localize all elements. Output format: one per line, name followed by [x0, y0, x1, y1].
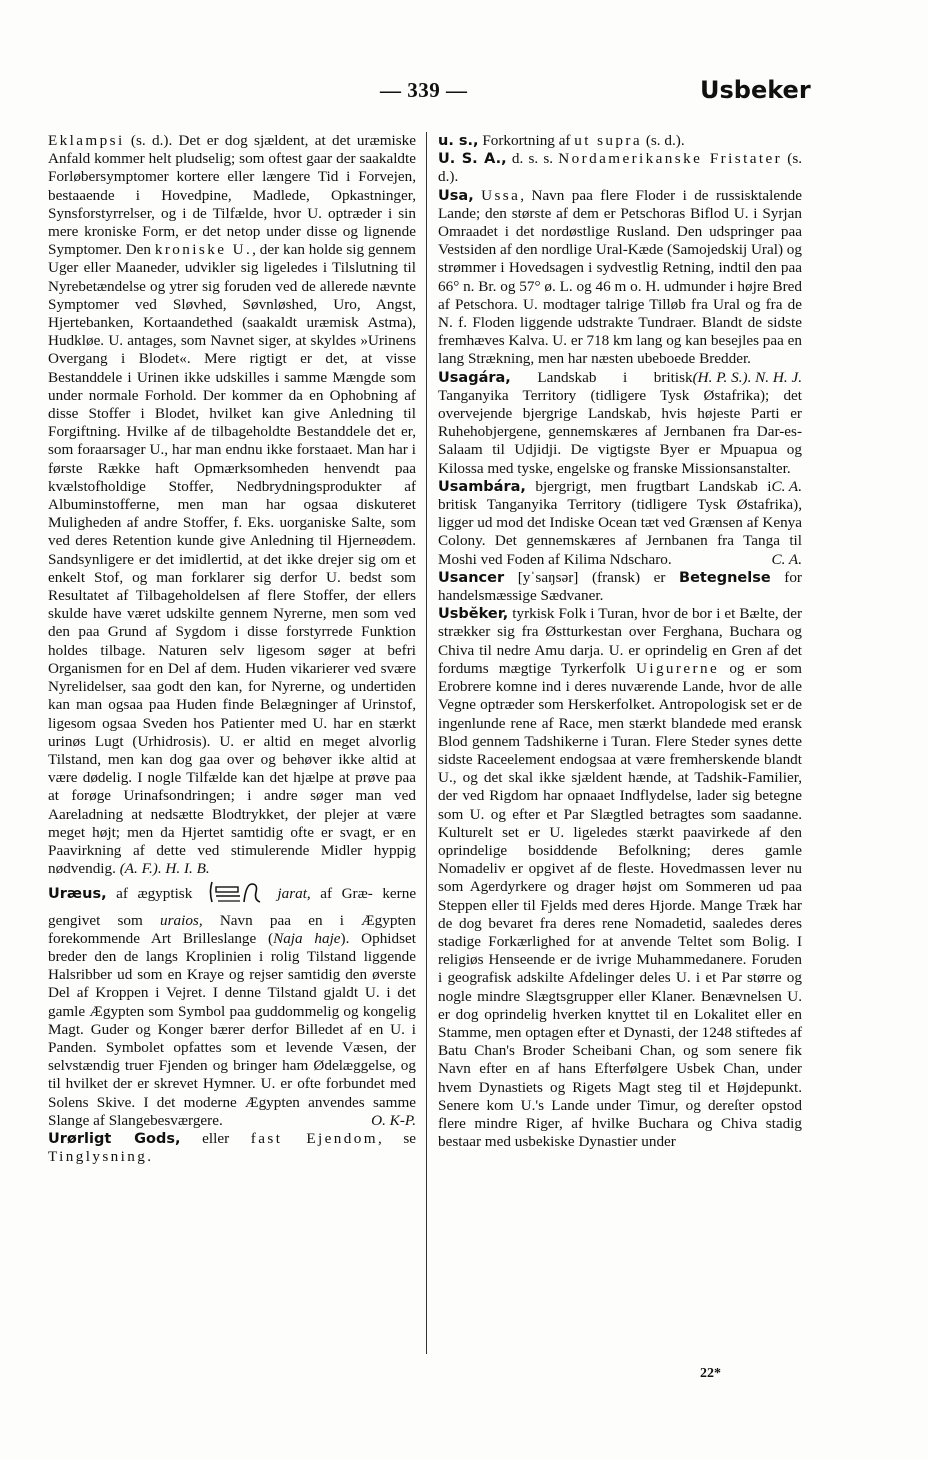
entry-text: , se [377, 1129, 417, 1147]
entry-text: Navn paa en i Ægypten forekommende Art Brilleslange ( [48, 911, 416, 947]
entry-signature: (H. P. S.). N. H. J. [692, 368, 802, 386]
uraeus-hieroglyph-icon [206, 878, 264, 911]
entry-text: [yˈsaŋsər] (fransk) er [517, 568, 666, 586]
entry-text: tyrkisk Folk i Turan, hvor de bor i et Bælte, der strækker sig fra Østturkestan over Ferghana, Buchara og Chiva til nedre Amu darja. U. er oprindelig en Gren af det fordums mægtige Tyrkerfolk [438, 605, 803, 677]
headword-usagara: Usagára, [438, 369, 511, 386]
entry-text: (s. d.). Det er dog sjældent, at det uræmiske Anfald kommer helt pludselig; som oftest gaar der saakaldte Forløbersymptomer kortere eller længere Tid i Forvejen, bestaaende i Hovedpine, Madlede, Opkastninger, Synsforstyrrelser, og i de Tilfælde, hvor U. optræder i sin mere kroniske Form, er det netop under disse og lignende Symptomer. Den [48, 132, 416, 259]
column-divider [426, 132, 427, 1354]
entry-us [438, 132, 802, 150]
entry-text: af Græ- [320, 885, 373, 903]
entry-signature: O. K-P. [371, 1111, 416, 1129]
entry-text: ). Ophidset breder den de langs Kroplinien i rolig Tilstand liggende Halsribber ud som en Kraye og rejser samtidig den øverste Del af Kroppen i Vejret. I denne Tilstand gjaldt U. i det gamle Ægypten som Symbol paa guddommelig og kongelig Magt. Guder og Konger bærer derfor Billedet af en U. i Panden. Symbolet opfattes som et levende Væsen, der selvstændig truer Fjenden og bringer ham Ødelæggelse, og til hvilket der er skrevet Hymner. U. er ofte forbundet med Solens Skive. I det moderne Ægypten anvendes samme Slange af Slangebesværgere. [48, 929, 416, 1129]
term-uigurerne: Uigurerne [635, 659, 720, 677]
term-kroniske: kroniske U. [154, 241, 253, 259]
xref-eklampsi: Eklampsi [48, 132, 125, 149]
entry-uraeus [48, 878, 416, 1130]
entry-uraemi-continued [48, 132, 416, 878]
entry-text: kerne gengivet som [48, 885, 417, 929]
headword-usbeker: Usbĕker, [438, 606, 509, 623]
headword-uraeus: Uræus, [48, 886, 107, 903]
xref-fast-ejendom: fast Ejendom [250, 1129, 378, 1147]
xref-tinglysning: Tinglysning [48, 1148, 148, 1166]
entry-urorligt-gods [48, 1130, 416, 1166]
entry-punct: . [147, 1148, 152, 1166]
entry-text: eller [202, 1129, 230, 1147]
headword-usambara: Usambára, [438, 478, 526, 495]
entry-text: d. s. s. [511, 150, 554, 168]
translit-jarat: jarat, [277, 885, 311, 903]
entry-text: bjergrigt, men frugtbart Landskab i britisk Tanganyika Territory (tidligere Tysk Østafrika), ligger ud mod det Indiske Ocean tæt ved Grænsen af Kenya Colony. Det gennemskæres af Jernbanen fra Tanga til Moshi ved Foden af Kilima Ndscharo. [438, 477, 802, 568]
page-number: — 339 — [380, 78, 468, 102]
xref-ut-supra: ut supra [574, 132, 643, 149]
signature-mark: 22* [700, 1366, 721, 1381]
term-betegnelse: Betegnelse [679, 569, 771, 586]
entry-usa-abbr [438, 150, 802, 186]
entry-text: af ægyptisk [116, 885, 193, 903]
running-head: Usbeker [700, 76, 811, 104]
headword-usa: Usa, [438, 187, 474, 204]
entry-signature: (A. F.). H. I. B. [119, 860, 210, 878]
right-column [438, 132, 802, 1151]
headword-us: u. s., [438, 133, 479, 149]
headword-usancer: Usancer [438, 569, 505, 586]
entry-text: og er som Erobrere komne ind i deres nuværende Lande, hvor de alle Vegne optræder som Herskerfolket. Antropologisk set er de ingenlunde rene af Race, men stærkt blandede med eransk Blod gennem Tadshikerne i Turan. Flere Steder synes dette sidste Raceelement endogsaa at være fremherskende blandt U., og det skal ikke sjældent hænde, at Tadshik-Familier, der ved Rigdom har opnaaet Indflydelse, lader sig betegne som U. og efter et Par Slægtled betragtes som saadanne. Kulturelt set er U. ligeledes stærkt paavirkede af den oprindelige bosiddende Befolkning; deres gamle Nomadeliv er opgivet af de fleste. Hovedmassen lever nu som Agerdyrkere og drager højst om Sommeren ud paa Steppen eller til Fjelds med deres Hjorde. Mange Træk har de dog bevaret fra deres rene Nomadetid, saaledes deres stadige Forkærlighed for at anvende Teltet som Bolig. I religiøs Henseende er de ivrige Muhammedanere. Foruden i geografisk adskilte Afdelinger deles U. i et Par større og nogle mindre Slægtsgrupper eller Klaner. Benævnelsen U. er dog oprindelig hverken knyttet til en Lokalitet eller en Stamme, men optagen efter et Dynasti, der 1248 stiftedes af Batu Chan's Broder Scheibani Chan, og som senere fik Navn efter en af hans Efterfølgere Usbek Chan, under hvem Dynastiets og Rigets Magt steg til et Højdepunkt. Senere kom U.'s Lande under Timur, og dereſter opstod flere mindre Riger, af hvilke Buchara og Chiva stadig bestaar med usbekiske Dynastier under [438, 659, 802, 1151]
latin-naja-haje: Naja haje [273, 929, 341, 947]
entry-usancer [438, 569, 802, 605]
entry-text: (s. d.). [438, 150, 803, 186]
entry-usambara [438, 478, 802, 569]
headword-urorligt-gods: Urørligt Gods, [48, 1130, 181, 1147]
variant-ussa: Ussa [481, 186, 521, 204]
left-column [48, 132, 416, 1166]
entry-text: (s. d.). [645, 132, 685, 149]
headword-usa-abbr: U. S. A., [438, 151, 507, 168]
entry-text: Forkortning af [482, 132, 571, 149]
entry-signature: C. A. [771, 477, 802, 495]
entry-text: Landskab i britisk Tanganyika Territory (tidligere Tysk Østafrika); det overvejende bjergrige Landskab, hvis højeste Parti er Ruhehobjergene, gennemskæres af Jernbanen fra Dar-es-Salaam til Udjidji. De vigtigste Byer er Mpuapua og Kilossa med tyske, engelske og franske Missionsanstalter. [438, 368, 802, 477]
entry-signature: C. A. [771, 550, 802, 568]
entry-text: , Navn paa flere Floder i de russisktalende Lande; den største af dem er Petschoras Biflod U. i Syrjan Omraadet i det nordøstlige Rusland. Den udspringer paa Vestsiden af den nordlige Ural-Kæde (Samojedskij Ural) og strømmer i Hovedsagen i sydvestlig Retning, indtil den paa 66° n. Br. og 57° ø. L. og 46 m o. H. udmunder i højre Bred af Petschora. U. modtager talrige Tilløb fra Ural og fra de N. f. Floden liggende udstrakte Tundraer. Blandt de sidste fremhæves Kalva. U. er 718 km lang og kan besejles paa en lang Strækning, men har næsten ubeboede Bredder. [438, 186, 803, 368]
xref-nordamerikanske-fristater: Nordamerikanske Fristater [558, 150, 783, 168]
greek-uraios: uraios, [160, 911, 203, 929]
entry-text: , der kan holde sig gennem Uger eller Maaneder, udvikler sig ligeledes i Tilslutning til Nyrebetændelse og ytrer sig foruden ved de allerede nævnte Symptomer ved Sløvhed, Søvnløshed, Uro, Angst, Hjertebanken, Kortaandethed (saakaldt uræmisk Astma), Hudkløe. U. antages, som Navnet siger, at skyldes »Urinens Overgang i Blodet«. Mere rigtigt er det, at visse Bestanddele i Urinen ikke udskilles i samme Mængde som under normale Forhold. Der kommer da en Ophobning af disse Stoffer i Blodet, hvilket kan give Anledning til Forgiftning. Hvilke af de tilbageholdte Bestanddele det er, som foraarsager U., har man endnu ikke forstaaet. Man har i første Række haft Opmærksomheden henvendt paa kvælstofholdige Stoffer, Nedbrydningsprodukter af Albuminstofferne, men man har ogsaa diskuteret Muligheden af andre Stoffer, f. Eks. uorganiske Salte, som ved deres Retention kunde give Anledning til Hjerneødem. Sandsynligere er det imidlertid, at det ikke drejer sig om et enkelt Stof, og man forklarer sig derfor U. bedst som Resultatet af Tilbageholdelsen af flere Stoffer, der ellers skulde have været udskilte gennem Nyrerne, men som ved den paa Grund af Sygdom i disse forstyrrede Funktion holdes tilbage. Naturen selv ligesom søger at befri Organismen for en Del af dem. Huden vikarierer ved svære Nyrelidelser, saa godt den kan, for Nyrerne, og undertiden kan man ogsaa paa Huden finde Belægninger af Urinstof, ligesom ogsaa Sveden hos Patienter med U. har en stærkt urinøs Lugt (Urhidrosis). U. er altid en meget alvorlig Tilstand, men kan dog gaa over og behøver ikke altid at være dødelig. I nogle Tilfælde kan det hjælpe at prøve paa at forøge Urinafsondringen; i andre søger man ved Aareladning at nedsætte Blodtrykket, der plejer at være meget højt; men da Hjertet samtidig ofte er svagt, er en Paavirkning af dette ved stimulerende Midler hyppig nødvendig. [48, 241, 416, 878]
entry-usbeker [438, 605, 802, 1151]
entry-text: for handelsmæssige Sædvaner. [438, 568, 802, 605]
